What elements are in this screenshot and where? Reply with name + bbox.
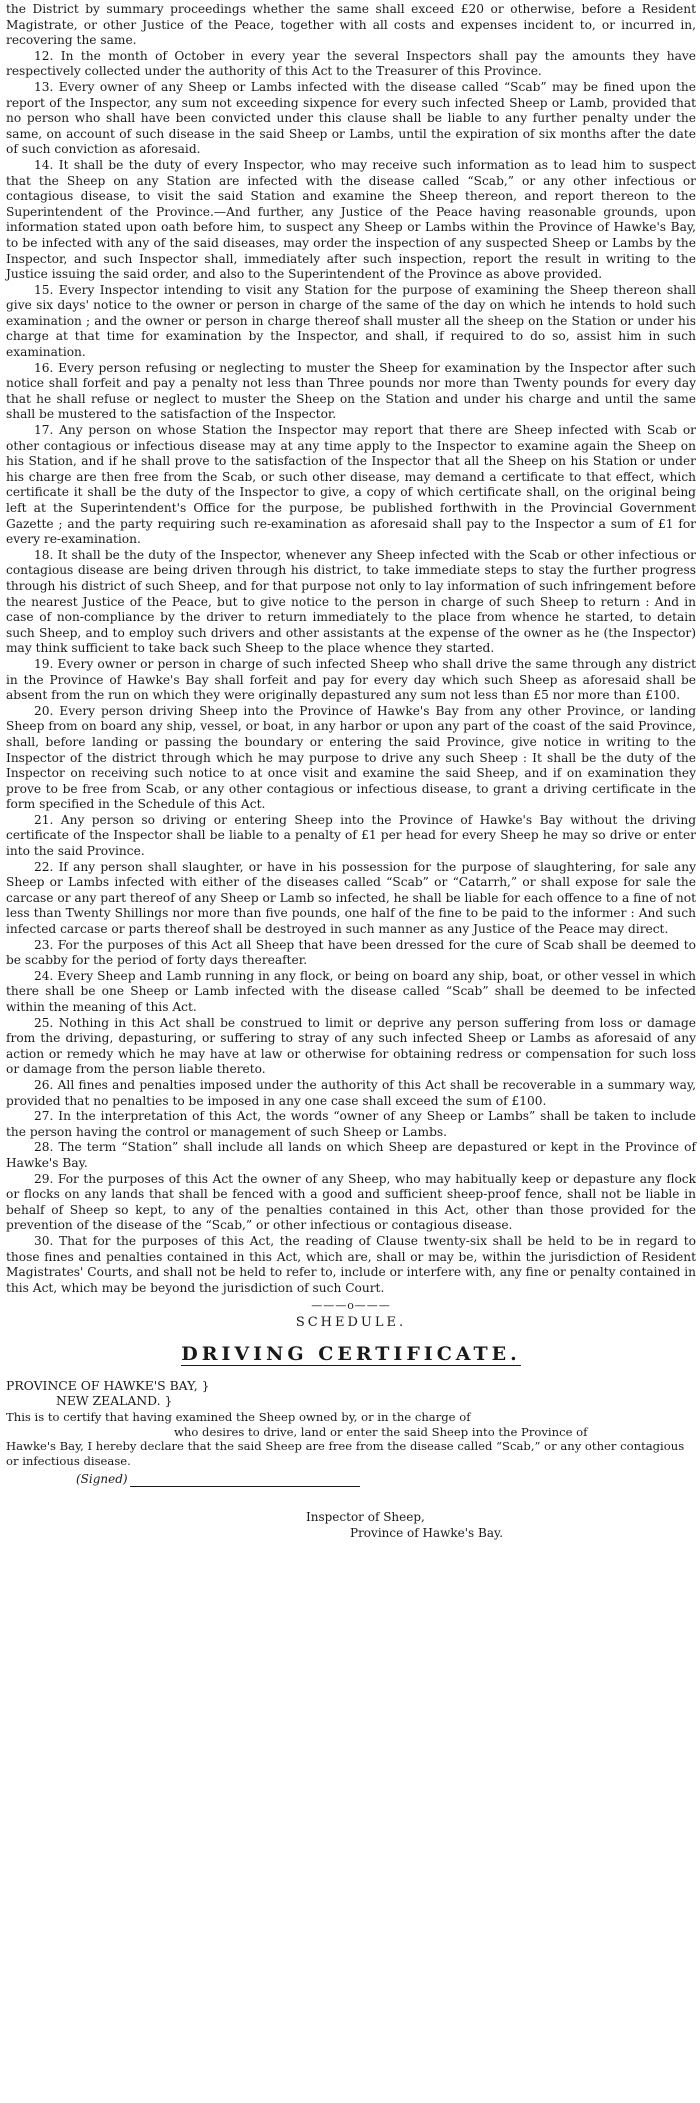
- act-section: 15. Every Inspector intending to visit any Station for the purpose of examining the Sheep thereon shall give six days' notice to the owner or person in charge of the same of the day on which he intends to hold such examination ; and the owner or person in charge thereof shall muster all the sheep on the Station or under his charge at that time for examination by the Inspector, and shall, if required to do so, assist him in such examination.: [6, 282, 696, 360]
- inspector-line-1: Inspector of Sheep,: [306, 1509, 425, 1524]
- signed-label: (Signed): [76, 1471, 128, 1486]
- lead-paragraph: the District by summary proceedings whether the same shall exceed £20 or otherwise, before a Resident Magistrate, or other Justice of the Peace, together with all costs and expenses incident to, or incurred in, recovering the same.: [6, 2, 696, 48]
- province-line-1: PROVINCE OF HAWKE'S BAY, }: [6, 1378, 210, 1394]
- certificate-body: [6, 1410, 696, 1468]
- act-section: 22. If any person shall slaughter, or have in his possession for the purpose of slaughtering, for sale any Sheep or Lambs infected with either of the diseases called “Scab” or “Catarrh,” or shall expose for sale the carcase or any part thereof of any Sheep or Lamb so infected, he shall be liable for each offence to a fine of not less than Twenty Shillings nor more than five pounds, one half of the fine to be paid to the informer : And such infected carcase or parts thereof shall be destroyed in such manner as any Justice of the Peace may direct.: [6, 859, 696, 937]
- act-section: 17. Any person on whose Station the Inspector may report that there are Sheep infected with Scab or other contagious or infectious disease may at any time apply to the Inspector to examine again the Sheep on his Station, and if he shall prove to the satisfaction of the Inspector that all the Sheep on his Station or under his charge are then free from the Scab, or such other disease, may demand a certificate to that effect, which certificate it shall be the duty of the Inspector to give, a copy of which certificate shall, on the original being left at the Superintendent's Office for the purpose, be published forthwith in the Provincial Government Gazette ; and the party requiring such re-examination as aforesaid shall pay to the Inspector a sum of £1 for every re-examination.: [6, 423, 696, 547]
- act-section: 26. All fines and penalties imposed under the authority of this Act shall be recoverable in a summary way, provided that no penalties to be imposed in any one case shall exceed the sum of £100.: [6, 1077, 696, 1108]
- signature-block: [6, 1471, 696, 1487]
- act-section: 24. Every Sheep and Lamb running in any flock, or being on board any ship, boat, or other vessel in which there shall be one Sheep or Lamb infected with the disease called “Scab” shall be deemed to be infected within the meaning of this Act.: [6, 968, 696, 1014]
- act-section: 19. Every owner or person in charge of such infected Sheep who shall drive the same through any district in the Province of Hawke's Bay shall forfeit and pay for every day which such Sheep as aforesaid shall be absent from the run on which they were originally depastured any sum not less than £5 nor more than £100.: [6, 656, 696, 703]
- act-section: 28. The term “Station” shall include all lands on which Sheep are depastured or kept in the Province of Hawke's Bay.: [6, 1140, 696, 1170]
- certificate-title-text: DRIVING CERTIFICATE.: [181, 1343, 521, 1366]
- act-section: 20. Every person driving Sheep into the Province of Hawke's Bay from any other Province, or landing Sheep from on board any ship, vessel, or boat, in any harbor or upon any part of the coast of the said Province, shall, before landing or passing the boundary or entering the said Province, give notice in writing to the Inspector of the district through which he may purpose to drive any such Sheep : It shall be the duty of the Inspector on receiving such notice to at once visit and examine the said Sheep, and if on examination they prove to be free from Scab, or any other contagious or infectious disease, to grant a driving certificate in the form specified in the Schedule of this Act.: [6, 703, 696, 812]
- certificate-line-3: Hawke's Bay, I hereby declare that the said Sheep are free from the disease called “Scab,” or any other contagious or infectious disease.: [6, 1439, 685, 1469]
- act-sections: [6, 49, 696, 1297]
- inspector-block: [6, 1509, 696, 1541]
- act-section: 16. Every person refusing or neglecting to muster the Sheep for examination by the Inspector after such notice shall forfeit and pay a penalty not less than Three pounds nor more than Twenty pounds for every day that he shall refuse or neglect to muster the Sheep on the Station and under his charge and until the same shall be mustered to the satisfaction of the Inspector.: [6, 360, 696, 422]
- certificate-line-1: This is to certify that having examined the Sheep owned by, or in the charge of: [6, 1410, 471, 1425]
- act-section: 12. In the month of October in every year the several Inspectors shall pay the amounts they have respectively collected under the authority of this Act to the Treasurer of this Province.: [6, 48, 696, 79]
- act-section: 23. For the purposes of this Act all Sheep that have been dressed for the cure of Scab shall be deemed to be scabby for the period of forty days thereafter.: [6, 937, 696, 968]
- province-header: [6, 1378, 696, 1408]
- act-section: 29. For the purposes of this Act the owner of any Sheep, who may habitually keep or depasture any flock or flocks on any lands that shall be fenced with a good and sufficient sheep-proof fence, shall not be liable in behalf of Sheep so kept, to any of the penalties contained in this Act, other than those provided for the prevention of the disease of the “Scab,” or other infectious or contagious disease.: [6, 1171, 696, 1233]
- section-divider: ———o———: [311, 1299, 391, 1313]
- act-section: 18. It shall be the duty of the Inspector, whenever any Sheep infected with the Scab or other infectious or contagious disease are being driven through his district, to take immediate steps to stay the further progress through his district of such Sheep, and for that purpose not only to lay information of such infringement before the nearest Justice of the Peace, but to give notice to the person in charge of such Sheep to return : And in case of non-compliance by the driver to return immediately to the place from whence he started, to detain such Sheep, and to employ such drivers and other assistants at the expense of the owner as he (the Inspector) may think sufficient to take back such Sheep to the place whence they started.: [6, 547, 696, 656]
- act-section: 30. That for the purposes of this Act, the reading of Clause twenty-six shall be held to be in regard to those fines and penalties contained in this Act, which are, shall or may be, within the jurisdiction of Resident Magistrates' Courts, and shall not be held to refer to, include or interfere with, any fine or penalty contained in this Act, which may be beyond the jurisdiction of such Court.: [6, 1233, 696, 1295]
- inspector-line-2: Province of Hawke's Bay.: [350, 1525, 504, 1540]
- signature-line: [130, 1486, 360, 1487]
- schedule-heading: SCHEDULE.: [295, 1315, 407, 1331]
- province-line-2: NEW ZEALAND. }: [56, 1393, 173, 1409]
- act-section: 27. In the interpretation of this Act, the words “owner of any Sheep or Lambs” shall be taken to include the person having the control or management of such Sheep or Lambs.: [6, 1109, 696, 1139]
- act-section: 21. Any person so driving or entering Sheep into the Province of Hawke's Bay without the driving certificate of the Inspector shall be liable to a penalty of £1 per head for every Sheep he may so drive or enter into the said Province.: [6, 812, 696, 859]
- act-section: 25. Nothing in this Act shall be construed to limit or deprive any person suffering from loss or damage from the driving, depasturing, or suffering to stray of any such infected Sheep or Lambs as aforesaid of any action or remedy which he may have at law or otherwise for obtaining redress or compensation for such loss or damage from the person liable thereto.: [6, 1015, 696, 1077]
- certificate-line-2: who desires to drive, land or enter the said Sheep into the Province of: [174, 1424, 588, 1439]
- act-section: 14. It shall be the duty of every Inspector, who may receive such information as to lead him to suspect that the Sheep on any Station are infected with the disease called “Scab,” or any other infectious or contagious disease, to visit the said Station and examine the Sheep thereon, and report thereon to the Superintendent of the Province.—And further, any Justice of the Peace having reasonable grounds, upon information stated upon oath before him, to suspect any Sheep or Lambs within the Province of Hawke's Bay, to be infected with any of the said diseases, may order the inspection of any suspected Sheep or Lambs by the Inspector, and such Inspector shall, immediately after such inspection, report the result in writing to the Justice issuing the said order, and also to the Superintendent of the Province as above provided.: [6, 157, 696, 282]
- certificate-title: [6, 1342, 696, 1366]
- act-section: 13. Every owner of any Sheep or Lambs infected with the disease called “Scab” may be fined upon the report of the Inspector, any sum not exceeding sixpence for every such infected Sheep or Lamb, provided that no person who shall have been convicted under this clause shall be liable to any further penalty under the same, on account of such disease in the said Sheep or Lambs, until the expiration of six months after the date of such conviction as aforesaid.: [6, 79, 696, 157]
